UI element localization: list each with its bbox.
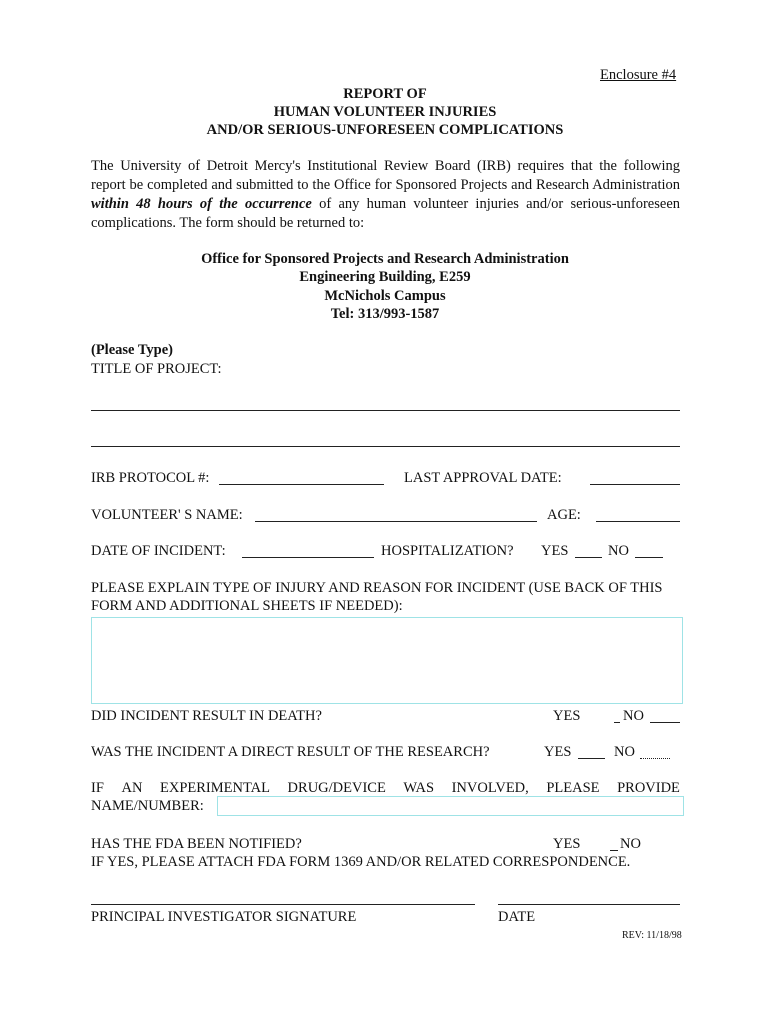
injury-explanation-textarea[interactable] [91, 617, 683, 704]
irb-protocol-field[interactable] [219, 484, 384, 485]
fda-question: HAS THE FDA BEEN NOTIFIED? [91, 836, 302, 852]
hospitalization-label: HOSPITALIZATION? [381, 543, 514, 559]
form-title-line-1: REPORT OF [343, 86, 427, 102]
fda-attach-instruction: IF YES, PLEASE ATTACH FDA FORM 1369 AND/OR RELATED CORRESPONDENCE. [91, 854, 631, 870]
fda-yes-field[interactable] [610, 850, 618, 851]
drug-word: IF [91, 780, 104, 796]
drug-word: DRUG/DEVICE [287, 780, 386, 796]
hospitalization-yes-field[interactable] [575, 557, 602, 558]
intro-line-2: be completed and submitted to the Office for Sponsored Projects and Research Administration [129, 177, 680, 193]
research-no-field[interactable] [640, 758, 670, 759]
drug-word: PROVIDE [617, 780, 680, 796]
drug-word: AN [121, 780, 143, 796]
form-title-line-2: HUMAN VOLUNTEER INJURIES [273, 104, 497, 120]
drug-device-question [91, 780, 680, 797]
research-question: WAS THE INCIDENT A DIRECT RESULT OF THE RESEARCH? [91, 744, 490, 760]
project-title-line-2[interactable] [91, 446, 680, 447]
research-yes-label: YES [544, 744, 572, 760]
intro-paragraph [91, 157, 680, 233]
explain-instructions-line-2: FORM AND ADDITIONAL SHEETS IF NEEDED): [91, 598, 403, 614]
title-of-project-label: TITLE OF PROJECT: [91, 361, 222, 377]
hospitalization-no-label: NO [608, 543, 629, 559]
pi-signature-label: PRINCIPAL INVESTIGATOR SIGNATURE [91, 909, 357, 925]
pi-signature-line[interactable] [91, 904, 475, 905]
drug-name-number-label: NAME/NUMBER: [91, 798, 204, 814]
hospitalization-yes-label: YES [541, 543, 569, 559]
fda-no-label: NO [620, 836, 641, 852]
address-phone: Tel: 313/993-1587 [330, 306, 440, 322]
death-yes-label: YES [553, 708, 581, 724]
death-no-field[interactable] [650, 722, 680, 723]
project-title-line-1[interactable] [91, 410, 680, 411]
intro-line-1: The University of Detroit Mercy's Institutional Review Board (IRB) requires that the following report [91, 158, 680, 193]
volunteer-name-field[interactable] [255, 521, 537, 522]
last-approval-date-field[interactable] [590, 484, 680, 485]
age-label: AGE: [547, 507, 581, 523]
last-approval-date-label: LAST APPROVAL DATE: [404, 470, 562, 486]
research-yes-field[interactable] [578, 758, 605, 759]
intro-line-4: complications. The form should be returned to: [91, 215, 365, 231]
death-yes-field[interactable] [614, 722, 620, 723]
intro-line-3: of any human volunteer injuries and/or serious-unforeseen [311, 196, 680, 212]
enclosure-label: Enclosure #4 [600, 67, 677, 83]
age-field[interactable] [596, 521, 680, 522]
hospitalization-no-field[interactable] [635, 557, 663, 558]
please-type-note: (Please Type) [91, 342, 174, 358]
address-building: Engineering Building, E259 [299, 269, 471, 285]
explain-instructions-line-1: PLEASE EXPLAIN TYPE OF INJURY AND REASON FOR INCIDENT (USE BACK OF THIS [91, 580, 663, 596]
date-of-incident-field[interactable] [242, 557, 374, 558]
address-office: Office for Sponsored Projects and Research Administration [201, 251, 569, 267]
research-no-label: NO [614, 744, 635, 760]
address-campus: McNichols Campus [324, 288, 446, 304]
signature-date-line[interactable] [498, 904, 680, 905]
drug-word: PLEASE [546, 780, 600, 796]
drug-word: WAS [403, 780, 435, 796]
date-of-incident-label: DATE OF INCIDENT: [91, 543, 226, 559]
volunteer-name-label: VOLUNTEER' S NAME: [91, 507, 243, 523]
intro-deadline-emphasis: within 48 hours of the occurrence [91, 196, 312, 212]
drug-word: EXPERIMENTAL [159, 780, 270, 796]
drug-word: INVOLVED, [451, 780, 529, 796]
revision-date: REV: 11/18/98 [622, 930, 682, 941]
death-question: DID INCIDENT RESULT IN DEATH? [91, 708, 322, 724]
form-title-line-3: AND/OR SERIOUS-UNFORESEEN COMPLICATIONS [206, 122, 564, 138]
death-no-label: NO [623, 708, 644, 724]
date-label: DATE [498, 909, 536, 925]
drug-name-number-input[interactable] [217, 796, 684, 816]
fda-yes-label: YES [553, 836, 581, 852]
irb-protocol-label: IRB PROTOCOL #: [91, 470, 210, 486]
